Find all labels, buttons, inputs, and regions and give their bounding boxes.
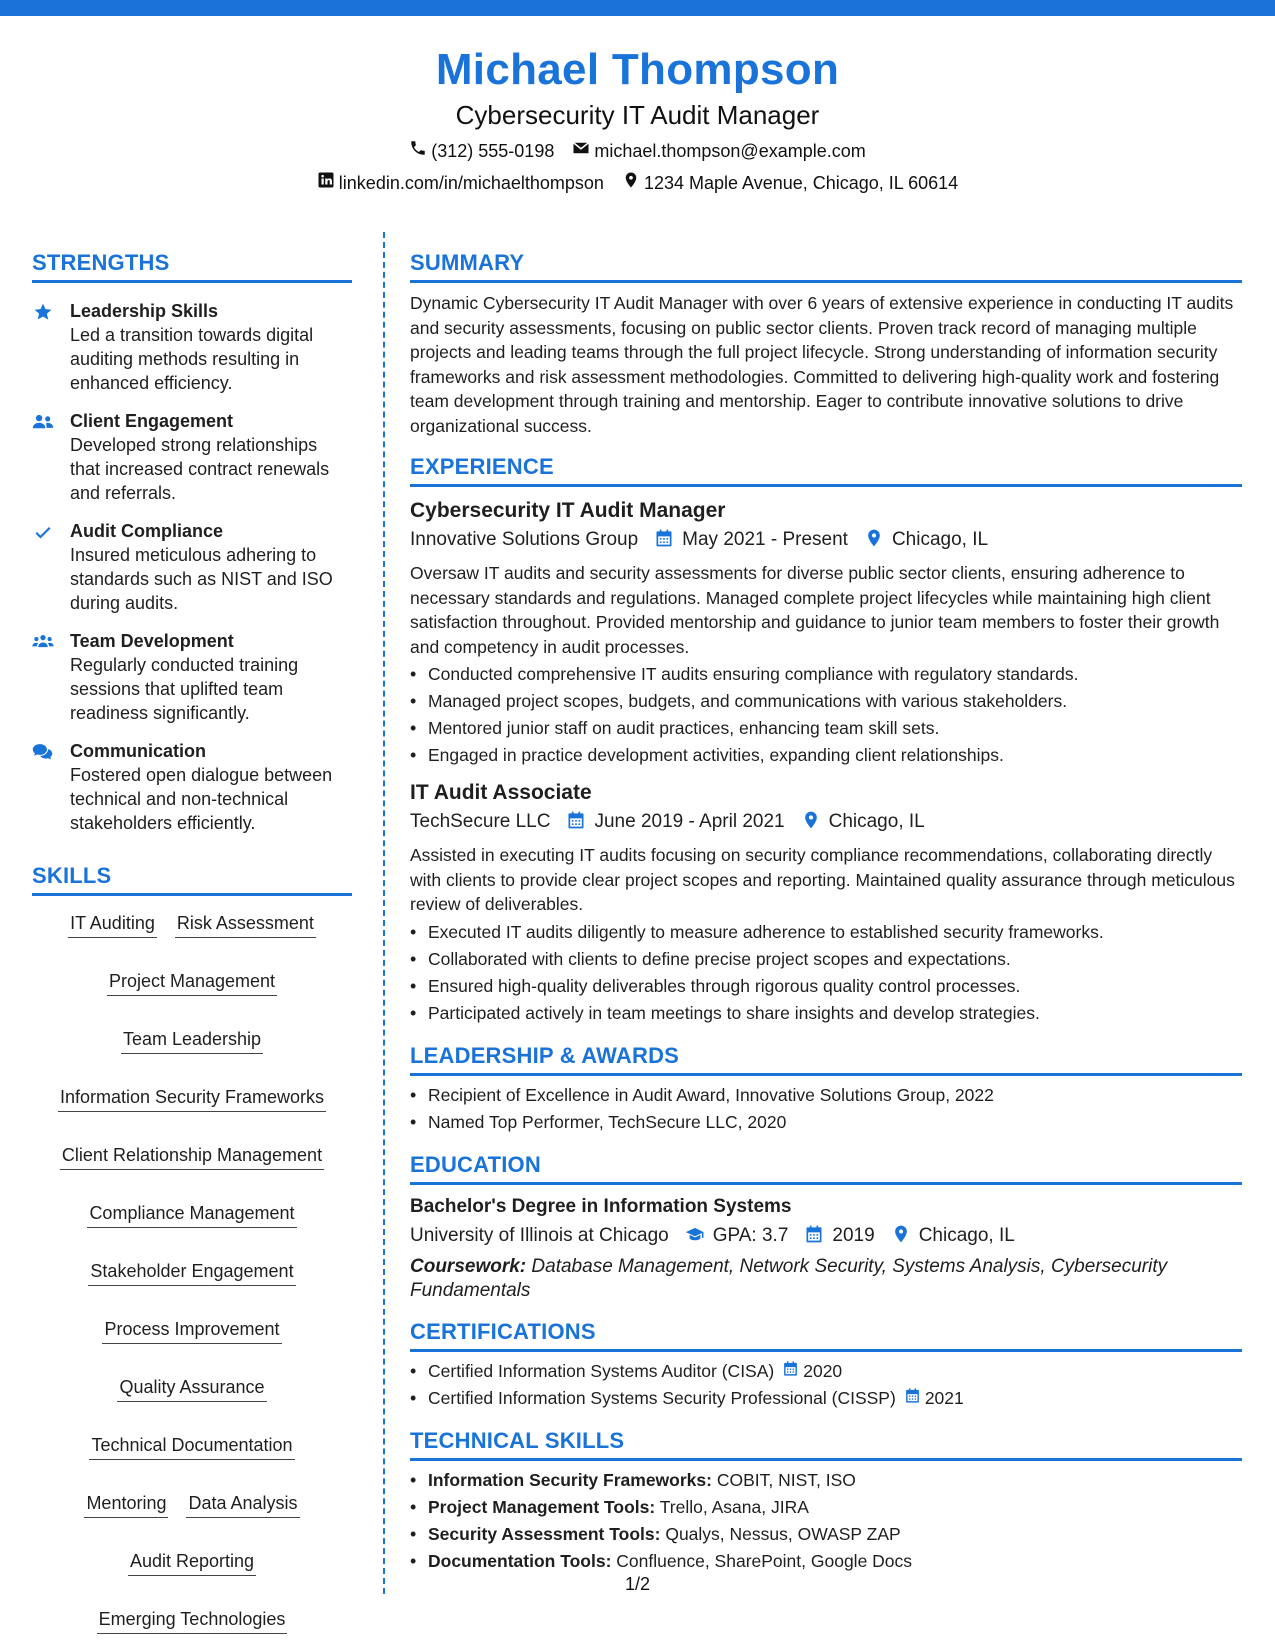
- summary-section: [410, 248, 1242, 438]
- calendar-icon: [654, 525, 674, 555]
- job-bullet: • Engaged in practice development activities, expanding client relationships.: [410, 742, 1242, 769]
- skill-tag: Team Leadership: [121, 1026, 263, 1054]
- address-contact: [622, 168, 958, 198]
- strength-title: Leadership Skills: [70, 301, 219, 321]
- skill-tag: Process Improvement: [102, 1316, 281, 1344]
- certification-name: Certified Information Systems Auditor (CISA): [428, 1360, 775, 1381]
- map-pin-icon: [864, 525, 884, 555]
- calendar-icon: [566, 807, 586, 837]
- company-name: Innovative Solutions Group: [410, 529, 639, 550]
- certification-year: 2021: [924, 1387, 964, 1408]
- column-divider: [383, 232, 385, 1594]
- education-location: Chicago, IL: [918, 1224, 1015, 1246]
- skill-tag: Stakeholder Engagement: [88, 1258, 295, 1286]
- map-pin-icon: [891, 1221, 911, 1251]
- job-bullet: • Executed IT audits diligently to measure adherence to established security frameworks.: [410, 919, 1242, 946]
- job-bullet: • Collaborated with clients to define precise project scopes and expectations.: [410, 946, 1242, 973]
- strength-desc: Fostered open dialogue between technical and non-technical stakeholders efficiently.: [70, 765, 333, 833]
- strength-desc: Led a transition towards digital auditing methods resulting in enhanced efficiency.: [70, 325, 314, 393]
- technical-skills-heading: TECHNICAL SKILLS: [410, 1426, 1242, 1461]
- right-column: [410, 248, 1242, 1575]
- strengths-list: [32, 299, 352, 835]
- certifications-list: [410, 1358, 1242, 1412]
- email-contact[interactable]: [572, 136, 865, 166]
- awards-section: [410, 1041, 1242, 1136]
- star-icon: [32, 299, 70, 395]
- address-text: 1234 Maple Avenue, Chicago, IL 60614: [643, 173, 959, 193]
- skill-tag: IT Auditing: [68, 910, 157, 938]
- left-column: [32, 248, 352, 1634]
- job-bullet: • Conducted comprehensive IT audits ensuring compliance with regulatory standards.: [410, 661, 1242, 688]
- job-bullet: • Participated actively in team meetings to share insights and develop strategies.: [410, 1000, 1242, 1027]
- checkmark-icon: [32, 519, 70, 615]
- job-location: Chicago, IL: [828, 811, 925, 832]
- technical-skill-label: Information Security Frameworks:: [428, 1469, 712, 1490]
- skills-list: [32, 910, 352, 1634]
- strength-item: [32, 629, 352, 725]
- phone-icon: [409, 136, 427, 166]
- job-title: IT Audit Associate: [410, 781, 592, 804]
- certification-item: [410, 1385, 1242, 1412]
- technical-skill-item: [410, 1548, 1242, 1575]
- candidate-name: Michael Thompson: [435, 45, 840, 94]
- calendar-icon: [782, 1358, 799, 1385]
- candidate-role: Cybersecurity IT Audit Manager: [455, 100, 820, 130]
- education-section: [410, 1150, 1242, 1303]
- phone-contact: [409, 136, 554, 166]
- strength-desc: Regularly conducted training sessions that uplifted team readiness significantly.: [70, 655, 299, 723]
- technical-skill-label: Documentation Tools:: [428, 1550, 612, 1571]
- job-bullet: • Mentored junior staff on audit practices, enhancing team skill sets.: [410, 715, 1242, 742]
- calendar-icon: [904, 1385, 921, 1412]
- company-name: TechSecure LLC: [410, 811, 551, 832]
- job-description: Oversaw IT audits and security assessments for diverse public sector clients, ensuring adherence to necessary standards and regulations. Managed complete project lifecycles while maintaining high client satisfaction throughout. Provided mentorship and guidance to junior team members to foster their growth and competency in audit processes.: [410, 563, 1220, 657]
- technical-skill-value: COBIT, NIST, ISO: [716, 1469, 856, 1490]
- linkedin-contact[interactable]: [317, 168, 604, 198]
- coursework-label: Coursework:: [410, 1255, 527, 1277]
- contact-row-2: [0, 168, 1275, 198]
- skill-tag: Information Security Frameworks: [58, 1084, 326, 1112]
- skill-tag: Quality Assurance: [117, 1374, 266, 1402]
- technical-skill-item: [410, 1494, 1242, 1521]
- job-meta: [410, 807, 1242, 837]
- job-bullets: [410, 919, 1242, 1027]
- certifications-heading: CERTIFICATIONS: [410, 1317, 1242, 1352]
- awards-heading: LEADERSHIP & AWARDS: [410, 1041, 1242, 1076]
- strength-desc: Insured meticulous adhering to standards such as NIST and ISO during audits.: [70, 545, 333, 613]
- degree-title: Bachelor's Degree in Information Systems: [410, 1195, 792, 1217]
- job-dates: June 2019 - April 2021: [594, 811, 785, 832]
- strength-item: [32, 299, 352, 395]
- skill-tag: Client Relationship Management: [60, 1142, 324, 1170]
- award-item: • Recipient of Excellence in Audit Award, Innovative Solutions Group, 2022: [410, 1082, 1242, 1109]
- strength-item: [32, 519, 352, 615]
- technical-skill-value: Qualys, Nessus, OWASP ZAP: [665, 1523, 901, 1544]
- linkedin-text[interactable]: linkedin.com/in/michaelthompson: [338, 173, 604, 193]
- job-entry: [410, 497, 1242, 769]
- skill-tag: Mentoring: [84, 1490, 168, 1518]
- top-accent-bar: [0, 0, 1275, 16]
- technical-skills-section: [410, 1426, 1242, 1575]
- skills-section: [32, 861, 352, 1634]
- envelope-icon: [572, 136, 590, 166]
- strength-item: [32, 409, 352, 505]
- job-location: Chicago, IL: [891, 529, 989, 550]
- experience-heading: EXPERIENCE: [410, 452, 1242, 487]
- strength-desc: Developed strong relationships that increased contract renewals and referrals.: [70, 435, 330, 503]
- job-dates: May 2021 - Present: [682, 529, 848, 550]
- skill-tag: Technical Documentation: [89, 1432, 294, 1460]
- graduation-cap-icon: [685, 1221, 705, 1251]
- gpa-text: GPA: 3.7: [712, 1224, 789, 1246]
- job-title: Cybersecurity IT Audit Manager: [410, 499, 726, 522]
- team-icon: [32, 629, 70, 725]
- job-entry: [410, 779, 1242, 1027]
- certification-year: 2020: [803, 1360, 843, 1381]
- technical-skill-label: Security Assessment Tools:: [428, 1523, 661, 1544]
- coursework-text: Database Management, Network Security, Systems Analysis, Cybersecurity Fundamentals: [410, 1255, 1168, 1301]
- chat-bubbles-icon: [32, 739, 70, 835]
- certification-item: [410, 1358, 1242, 1385]
- skills-heading: SKILLS: [32, 861, 352, 896]
- school-name: University of Illinois at Chicago: [410, 1224, 669, 1246]
- strength-item: [32, 739, 352, 835]
- experience-section: [410, 452, 1242, 1027]
- skill-tag: Data Analysis: [186, 1490, 299, 1518]
- strength-title: Team Development: [70, 631, 234, 651]
- education-meta: [410, 1221, 1242, 1251]
- map-pin-icon: [801, 807, 821, 837]
- skill-tag: Emerging Technologies: [97, 1606, 288, 1634]
- coursework: [410, 1255, 1242, 1303]
- strength-title: Communication: [70, 741, 207, 761]
- graduation-year: 2019: [832, 1224, 875, 1246]
- calendar-icon: [804, 1221, 824, 1251]
- linkedin-icon: [317, 168, 335, 198]
- job-meta: [410, 525, 1242, 555]
- awards-list: [410, 1082, 1242, 1136]
- job-bullet: • Ensured high-quality deliverables through rigorous quality control processes.: [410, 973, 1242, 1000]
- certifications-section: [410, 1317, 1242, 1412]
- strengths-section: [32, 248, 352, 835]
- technical-skill-item: [410, 1467, 1242, 1494]
- education-heading: EDUCATION: [410, 1150, 1242, 1185]
- job-description: Assisted in executing IT audits focusing on security compliance recommendations, collaborating directly with clients to provide clear project scopes and reporting. Maintained quality assurance through meticulous review of deliverables.: [410, 845, 1235, 914]
- skill-tag: Risk Assessment: [175, 910, 316, 938]
- job-bullet: • Managed project scopes, budgets, and communications with various stakeholders.: [410, 688, 1242, 715]
- map-pin-icon: [622, 168, 640, 198]
- technical-skills-list: [410, 1467, 1242, 1575]
- summary-text: Dynamic Cybersecurity IT Audit Manager with over 6 years of extensive experience in conducting IT audits and security assessments, focusing on public sector clients. Proven track record of managing multiple projects and leading teams through the full project lifecycle. Strong understanding of information security frameworks and risk assessment methodologies. Committed to delivering high-quality work and fostering team development through training and mentorship. Eager to contribute innovative solutions to drive organizational success.: [410, 293, 1234, 436]
- strength-title: Audit Compliance: [70, 521, 224, 541]
- contact-row-1: [0, 136, 1275, 166]
- technical-skill-value: Confluence, SharePoint, Google Docs: [616, 1550, 913, 1571]
- skill-tag: Audit Reporting: [128, 1548, 256, 1576]
- resume-header: [0, 42, 1275, 198]
- certification-name: Certified Information Systems Security Professional (CISSP): [428, 1387, 896, 1408]
- summary-heading: SUMMARY: [410, 248, 1242, 283]
- technical-skill-label: Project Management Tools:: [428, 1496, 656, 1517]
- email-text[interactable]: michael.thompson@example.com: [594, 141, 866, 161]
- technical-skill-value: Trello, Asana, JIRA: [659, 1496, 809, 1517]
- technical-skill-item: [410, 1521, 1242, 1548]
- phone-text: (312) 555-0198: [431, 141, 555, 161]
- user-group-icon: [32, 409, 70, 505]
- skill-tag: Compliance Management: [87, 1200, 296, 1228]
- skill-tag: Project Management: [107, 968, 277, 996]
- page-number: 1/2: [624, 1574, 651, 1594]
- job-bullets: [410, 661, 1242, 769]
- strength-title: Client Engagement: [70, 411, 234, 431]
- strengths-heading: STRENGTHS: [32, 248, 352, 283]
- award-item: • Named Top Performer, TechSecure LLC, 2020: [410, 1109, 1242, 1136]
